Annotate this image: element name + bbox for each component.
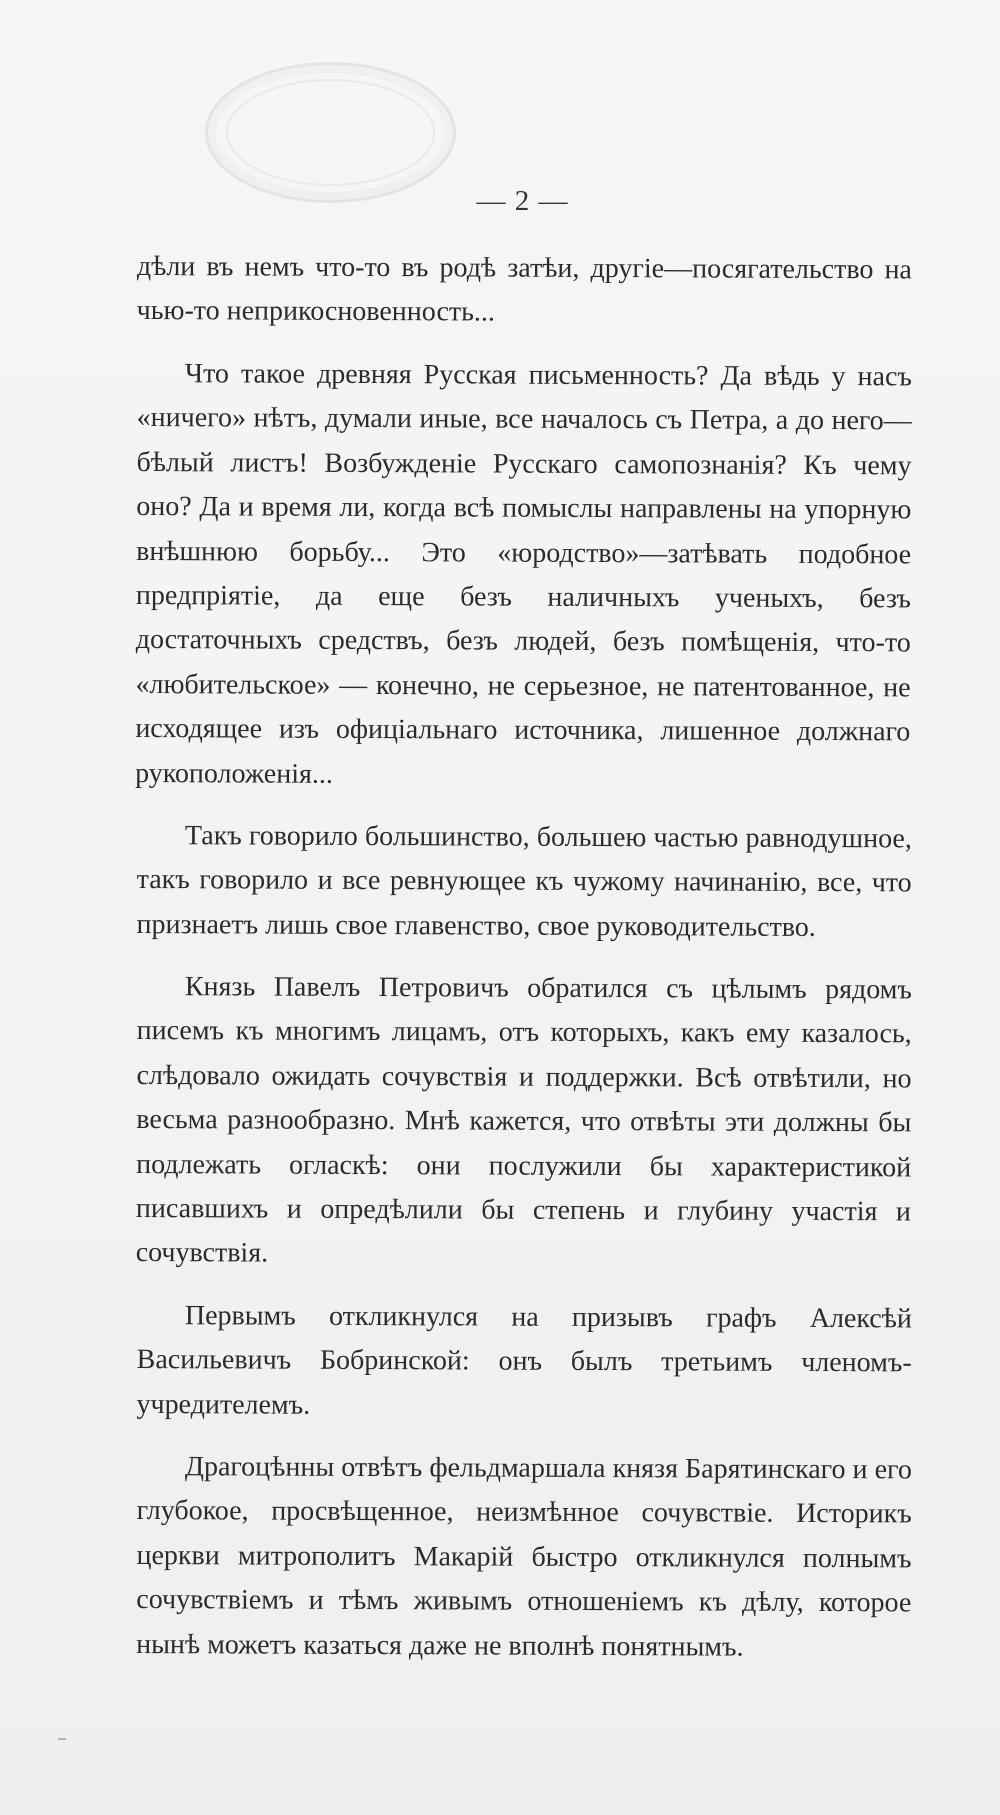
- margin-mark: [58, 1738, 66, 1740]
- page-number: — 2 —: [476, 185, 569, 217]
- paragraph-5: Первымъ откликнулся на призывъ графъ Алексѣй Васильевичъ Бобринской: онъ былъ третьимъ членомъ-учредителемъ.: [136, 1300, 912, 1421]
- paragraph-3: Такъ говорило большинство, большею частью равнодушное, такъ говорило и все ревнующее къ чужому начинанію, все, что признаетъ лишь свое главенство, свое руководительство.: [136, 820, 912, 943]
- library-stamp: [205, 62, 456, 203]
- paragraph-4: Князь Павелъ Петровичъ обратился съ цѣлымъ рядомъ писемъ къ многимъ лицамъ, отъ которыхъ, какъ ему казалось, слѣдовало ожидать сочувствія и поддержки. Всѣ отвѣтили, но весьма разнообразно. Мнѣ кажется, что отвѣты эти должны бы подлежать огласкѣ: они послужили бы характеристикой писавшихъ и опредѣлили бы степень и глубину участія и сочувствія.: [135, 971, 912, 1270]
- paragraph-1: дѣли въ немъ что-то въ родѣ затѣи, другіе—посягательство на чью-то неприкосновенность...: [136, 250, 912, 328]
- paragraph-2: Что такое древняя Русская письменность? Да вѣдь у насъ «ничего» нѣтъ, думали иные, все началось съ Петра, а до него—бѣлый листъ! Возбужденіе Русскаго самопознанія? Къ чему оно? Да и время ли, когда всѣ помыслы направлены на упорную внѣшнюю борьбу... Это «юродство»—затѣвать подобное предпріятіе, да еще безъ наличныхъ ученыхъ, безъ достаточныхъ средствъ, безъ людей, безъ помѣщенія, что-то «любительское» — конечно, не серьезное, не патентованное, не исходящее изъ офиціальнаго источника, лишенное должнаго рукоположенія...: [135, 358, 912, 790]
- library-stamp-inner-ring: [226, 79, 435, 186]
- page-text: [137, 245, 912, 1685]
- paragraph-6: Драгоцѣнны отвѣтъ фельдмаршала князя Барятинскаго и его глубокое, просвѣщенное, неизмѣнное сочувствіе. Историкъ церкви митрополитъ Макарій быстро откликнулся полнымъ сочувствіемъ и тѣмъ живымъ отношеніемъ къ дѣлу, которое нынѣ можетъ казаться даже не вполнѣ понятнымъ.: [136, 1451, 912, 1663]
